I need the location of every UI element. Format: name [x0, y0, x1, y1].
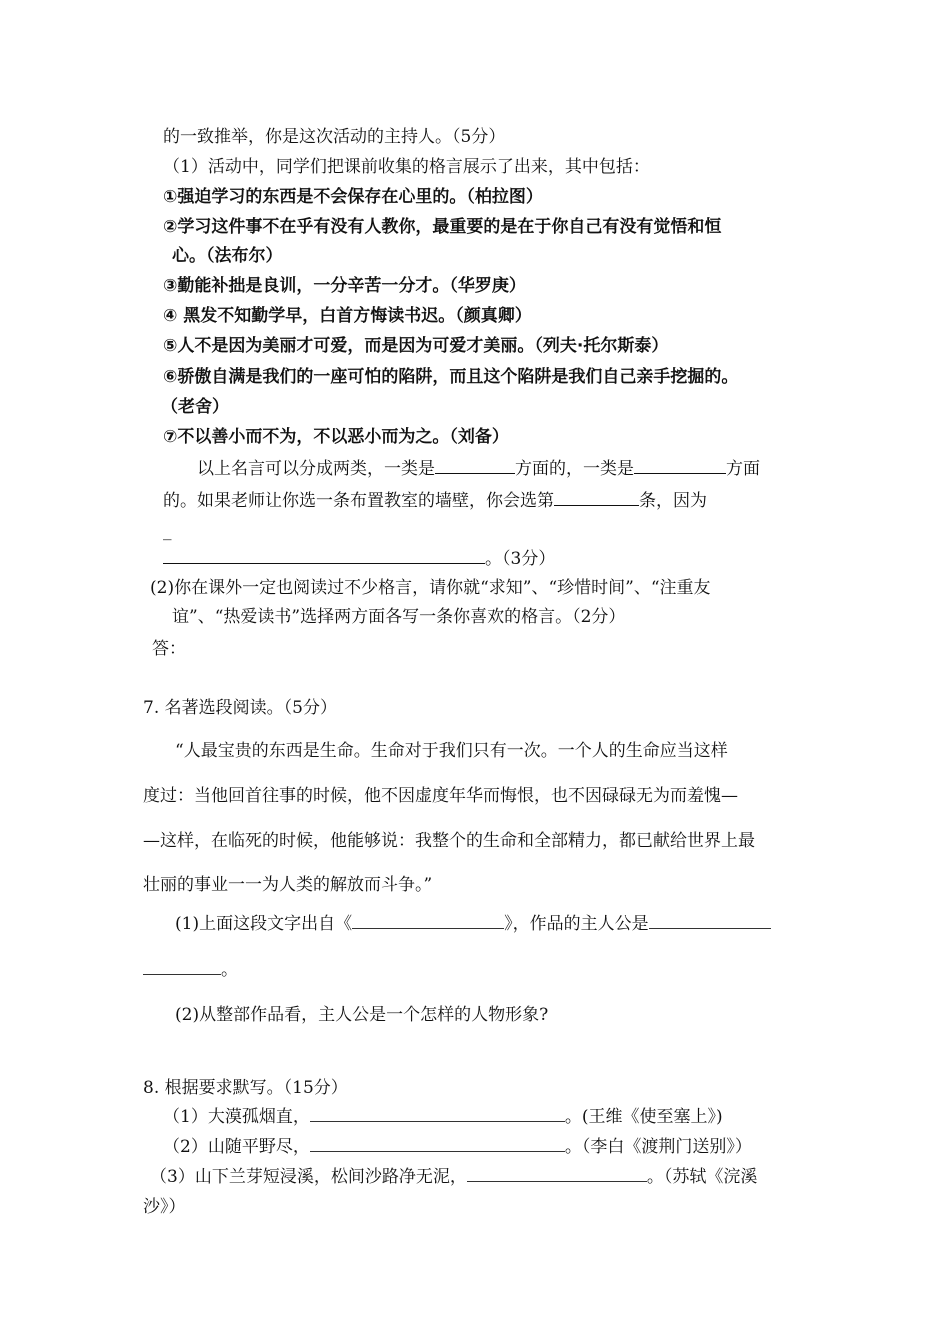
q7-passage-line3: —这样，在临死的时候，他能够说：我整个的生命和全部精力，都已献给世界上最: [143, 831, 755, 851]
q7-sub1-text-a: (1)上面这段文字出自《: [175, 914, 353, 934]
q8-line3: [150, 1164, 757, 1190]
q7-passage-line4: 壮丽的事业一一为人类的解放而斗争。”: [143, 875, 433, 895]
choose-text-a: 的。如果老师让你选一条布置教室的墙壁，你会选第: [163, 491, 554, 511]
q6-part2-line2: 谊”、“热爱读书”选择两方面各写一条你喜欢的格言。（2分）: [172, 607, 626, 627]
reason-blank[interactable]: [163, 545, 485, 564]
reason-line: [163, 545, 555, 572]
choice-number-blank[interactable]: [554, 487, 639, 506]
q7-passage-line2: 度过：当他回首往事的时候，他不因虚度年华而悔恨，也不因碌碌无为而羞愧—: [143, 786, 738, 806]
q8-line2-blank[interactable]: [310, 1135, 565, 1152]
classify-line: [197, 455, 760, 482]
quote-6: ⑥骄傲自满是我们的一座可怕的陷阱，而且这个陷阱是我们自己亲手挖掘的。: [163, 367, 739, 387]
category-2-blank[interactable]: [634, 455, 726, 474]
quote-4: ④ 黑发不知勤学早，白首方悔读书迟。（颜真卿）: [163, 306, 532, 326]
q8-line1-blank[interactable]: [310, 1105, 565, 1122]
q7-sub1-cont: [143, 957, 238, 983]
category-1-blank[interactable]: [435, 455, 515, 474]
q8-line1-text-b: 。(王维《使至塞上》): [564, 1107, 723, 1127]
quote-3: ③勤能补拙是良训，一分辛苦一分才。（华罗庚）: [163, 276, 526, 296]
q8-line1-text-a: （1）大漠孤烟直，: [163, 1107, 310, 1127]
q7-passage-line1: “人最宝贵的东西是生命。生命对于我们只有一次。一个人的生命应当这样: [175, 741, 728, 761]
reason-dash: _: [163, 521, 172, 541]
q8-line3-blank[interactable]: [467, 1165, 647, 1182]
q8-line1: [163, 1104, 723, 1130]
protagonist-blank[interactable]: [649, 912, 771, 929]
q8-line3-cont: 沙》）: [143, 1197, 186, 1217]
q8-line3-text-a: （3）山下兰芽短浸溪，松间沙路净无泥，: [150, 1167, 467, 1187]
classify-text-b: 方面的，一类是: [515, 459, 634, 479]
q8-line2: [163, 1134, 752, 1160]
choose-text-b: 条，因为: [639, 491, 707, 511]
q7-sub1-text-b: 》，作品的主人公是: [504, 914, 649, 934]
quote-2-cont: 心。（法布尔）: [172, 246, 283, 266]
classify-text-c: 方面: [726, 459, 760, 479]
quote-1: ①强迫学习的东西是不会保存在心里的。（柏拉图）: [163, 187, 543, 207]
q7-sub1-line: [175, 911, 771, 937]
quote-5: ⑤人不是因为美丽才可爱，而是因为可爱才美丽。（列夫·托尔斯泰）: [163, 336, 669, 356]
q6-part2-line1: (2)你在课外一定也阅读过不少格言，请你就“求知”、“珍惜时间”、“注重友: [150, 578, 711, 598]
quote-6-cont: （老舍）: [161, 397, 229, 417]
q8-line2-text-b: 。（李白《渡荆门送别》）: [564, 1137, 752, 1157]
book-title-blank[interactable]: [352, 912, 504, 929]
q7-title: 7. 名著选段阅读。（5分）: [143, 698, 337, 718]
q6-part1-prompt: （1）活动中，同学们把课前收集的格言展示了出来，其中包括：: [163, 157, 650, 177]
choose-line: [163, 487, 707, 514]
q8-line3-text-b: 。（苏轼《浣溪: [646, 1167, 758, 1187]
q6-intro: 的一致推举，你是这次活动的主持人。（5分）: [163, 127, 506, 147]
quote-2: ②学习这件事不在乎有没有人教你，最重要的是在于你自己有没有觉悟和恒: [163, 217, 722, 237]
quote-7: ⑦不以善小而不为，不以恶小而为之。（刘备）: [163, 427, 509, 447]
answer-label: 答：: [152, 639, 186, 659]
q8-line2-text-a: （2）山随平野尽，: [163, 1137, 310, 1157]
q7-sub1-end: 。: [221, 960, 238, 980]
classify-text-a: 以上名言可以分成两类，一类是: [197, 459, 435, 479]
reason-end-text: 。（3分）: [485, 549, 556, 569]
q8-title: 8. 根据要求默写。（15分）: [143, 1078, 348, 1098]
protagonist-blank-cont[interactable]: [143, 958, 221, 975]
q7-sub2: (2)从整部作品看，主人公是一个怎样的人物形象?: [175, 1005, 549, 1025]
